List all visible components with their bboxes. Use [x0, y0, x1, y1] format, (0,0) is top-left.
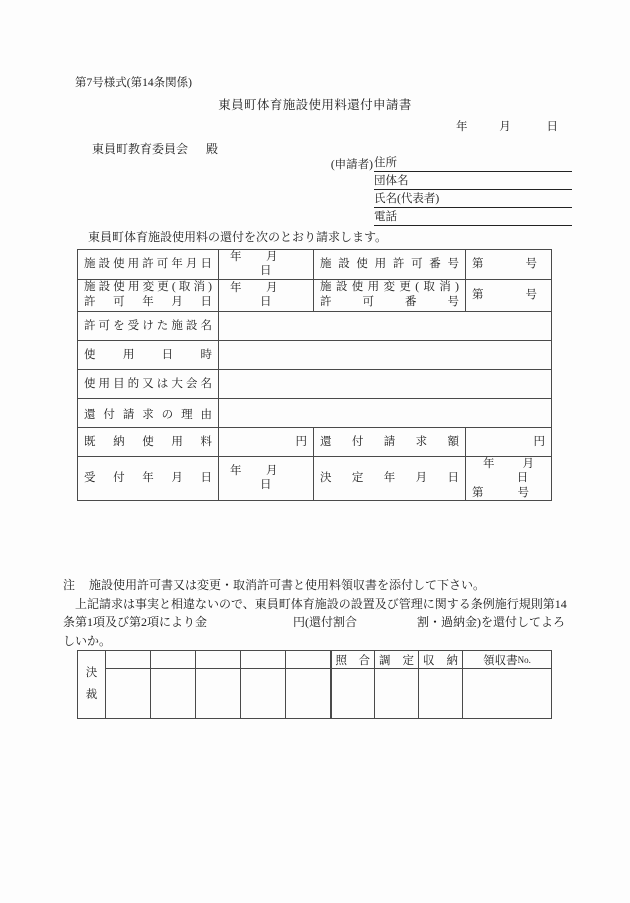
cell-label-receipt-date: 受付年月日	[78, 456, 219, 500]
approval-paragraph-part2: 第14条第1項及び第2項により金	[63, 596, 567, 629]
approval-label-char-2: 裁	[85, 688, 98, 701]
approval-blank-header-1[interactable]	[106, 651, 151, 669]
cell-value-refund-reason[interactable]	[219, 398, 552, 427]
change-permit-date-year: 年	[230, 281, 242, 294]
date-day-label: 日	[546, 121, 558, 133]
approval-stamp-cell-5[interactable]	[286, 669, 331, 719]
cell-label-use-datetime: 使用日時	[78, 340, 219, 369]
cell-value-facility-name[interactable]	[219, 311, 552, 340]
addressee-honorific: 殿	[206, 142, 219, 156]
header-receipt-suffix: No.	[517, 654, 531, 665]
cell-value-permit-date[interactable]	[219, 250, 314, 280]
approval-stamp-cell-4[interactable]	[241, 669, 286, 719]
permit-date-month: 月	[266, 251, 278, 263]
cell-label-facility-name: 許可を受けた施設名	[78, 311, 219, 340]
header-receipt-label: 領収書	[483, 654, 518, 667]
cell-value-use-purpose[interactable]	[219, 369, 552, 398]
page-title: 東員町体育施設使用料還付申請書	[218, 98, 412, 112]
change-permit-number-label-line1: 施設使用変更(取消)	[320, 280, 459, 293]
change-permit-number-label-line2: 許可番号	[320, 296, 459, 309]
applicant-address-label: 住所	[374, 154, 397, 172]
approval-blank-header-3[interactable]	[196, 651, 241, 669]
table-row-receipt-decision	[78, 456, 552, 500]
change-permit-date-label-line2: 許可年月日	[84, 296, 212, 309]
date-month-label: 月	[499, 121, 511, 133]
change-permit-number-trail: 号	[525, 289, 537, 302]
value-assessment[interactable]	[375, 669, 419, 719]
change-permit-date-label-line1: 施設使用変更(取消)	[84, 280, 212, 293]
applicant-row-address	[325, 154, 572, 172]
cell-value-paid-fee[interactable]	[219, 427, 314, 456]
cell-value-receipt-date[interactable]	[219, 456, 314, 500]
approval-paragraph-part4: 割・過納金)を還付し	[417, 615, 530, 629]
table-row-use-purpose	[78, 369, 552, 398]
decision-number-trail: 号	[517, 486, 529, 499]
value-verification[interactable]	[331, 669, 375, 719]
decision-number-line	[472, 486, 545, 500]
cell-label-paid-fee: 既納使用料	[78, 427, 219, 456]
cell-label-decision-date: 決定年月日	[314, 456, 466, 500]
applicant-telephone-input[interactable]	[397, 224, 572, 226]
cell-label-use-purpose: 使用目的又は大会名	[78, 369, 219, 398]
decision-date-day: 日	[516, 472, 529, 485]
permit-number-lead: 第	[472, 258, 484, 271]
change-permit-date-day: 日	[260, 296, 272, 309]
approval-stamp-cell-1[interactable]	[106, 669, 151, 719]
request-statement: 東員町体育施設使用料の還付を次のとおり請求します。	[88, 230, 388, 244]
paid-fee-unit: 円	[295, 435, 307, 448]
permit-number-trail: 号	[525, 258, 537, 271]
approval-paragraph-part1: 上記請求は事実と相違ないので、東員町体育施設の設置及び管理に関する条例施行規則	[75, 596, 543, 611]
applicant-row-telephone	[325, 208, 572, 226]
cell-label-refund-amount: 還付請求額	[314, 427, 466, 456]
cell-value-refund-amount[interactable]	[466, 427, 552, 456]
applicant-telephone-label: 電話	[374, 208, 397, 226]
applicant-name-input[interactable]	[439, 206, 572, 208]
cell-value-change-permit-date[interactable]	[219, 279, 314, 311]
refund-amount-unit: 円	[533, 435, 545, 448]
applicant-row-organization	[325, 172, 572, 190]
note-text: 施設使用許可書又は変更・取消許可書と使用料領収書を添付して下さい。	[89, 578, 486, 592]
date-line	[456, 118, 558, 134]
permit-date-day: 日	[260, 265, 272, 278]
addressee-name: 東員町教育委員会	[92, 142, 189, 156]
applicant-name-label: 氏名(代表者)	[374, 190, 439, 208]
date-year-label: 年	[456, 121, 468, 133]
decision-date-ymd	[472, 457, 545, 486]
table-row-change-permit-date	[78, 279, 552, 311]
form-number: 第7号様式(第14条関係)	[75, 77, 192, 89]
value-receipt-number[interactable]	[463, 669, 552, 719]
change-permit-date-month: 月	[266, 281, 278, 294]
change-permit-number-lead: 第	[472, 289, 484, 302]
cell-label-permit-number: 施設使用許可番号	[314, 250, 466, 280]
notes-block	[63, 576, 571, 650]
table-row-refund-reason	[78, 398, 552, 427]
cell-label-change-permit-number	[314, 279, 466, 311]
main-form-table	[77, 249, 552, 501]
value-collection[interactable]	[419, 669, 463, 719]
cell-value-decision-date[interactable]	[466, 456, 552, 500]
approval-blank-header-2[interactable]	[151, 651, 196, 669]
table-row-use-datetime	[78, 340, 552, 369]
applicant-address-input[interactable]	[397, 170, 572, 172]
approval-stamp-table	[77, 650, 552, 719]
refund-reason-label: 還付請求の理由	[84, 409, 212, 422]
receipt-date-year: 年	[230, 464, 242, 477]
header-collection: 収納	[419, 651, 463, 669]
cell-label-change-permit-date	[78, 279, 219, 311]
addressee-line	[92, 140, 218, 157]
applicant-block	[325, 154, 572, 226]
cell-value-use-datetime[interactable]	[219, 340, 552, 369]
header-verification: 照合	[331, 651, 375, 669]
approval-paragraph	[63, 595, 571, 651]
approval-vertical-label	[78, 651, 106, 719]
header-receipt-number	[463, 651, 552, 669]
approval-stamp-cell-2[interactable]	[151, 669, 196, 719]
approval-blank-header-4[interactable]	[241, 651, 286, 669]
approval-blank-header-5[interactable]	[286, 651, 331, 669]
approval-header-row	[78, 651, 552, 669]
table-row-facility-name	[78, 311, 552, 340]
approval-label-char-1: 決	[85, 666, 98, 679]
approval-paragraph-part5: てよろしいか。	[63, 615, 566, 648]
note-line	[63, 576, 571, 595]
table-row-permit-date	[78, 250, 552, 280]
approval-paragraph-part3: 円(還付割合	[293, 615, 358, 629]
approval-stamp-cell-3[interactable]	[196, 669, 241, 719]
cell-label-refund-reason	[78, 398, 219, 427]
table-row-amounts	[78, 427, 552, 456]
approval-body-row	[78, 669, 552, 719]
cell-label-permit-date: 施設使用許可年月日	[78, 250, 219, 280]
cell-value-permit-number[interactable]	[466, 250, 552, 280]
permit-date-year: 年	[230, 251, 242, 263]
cell-value-change-permit-number[interactable]	[466, 279, 552, 311]
note-marker: 注	[63, 578, 76, 592]
decision-date-month: 月	[522, 457, 534, 470]
decision-date-year: 年	[483, 457, 495, 470]
decision-number-lead: 第	[472, 486, 484, 499]
applicant-row-name	[325, 190, 572, 208]
receipt-date-month: 月	[266, 464, 278, 477]
applicant-prefix: (申請者)	[330, 159, 373, 171]
receipt-date-day: 日	[260, 479, 272, 492]
header-assessment: 調定	[375, 651, 419, 669]
applicant-organization-label: 団体名	[374, 172, 409, 190]
